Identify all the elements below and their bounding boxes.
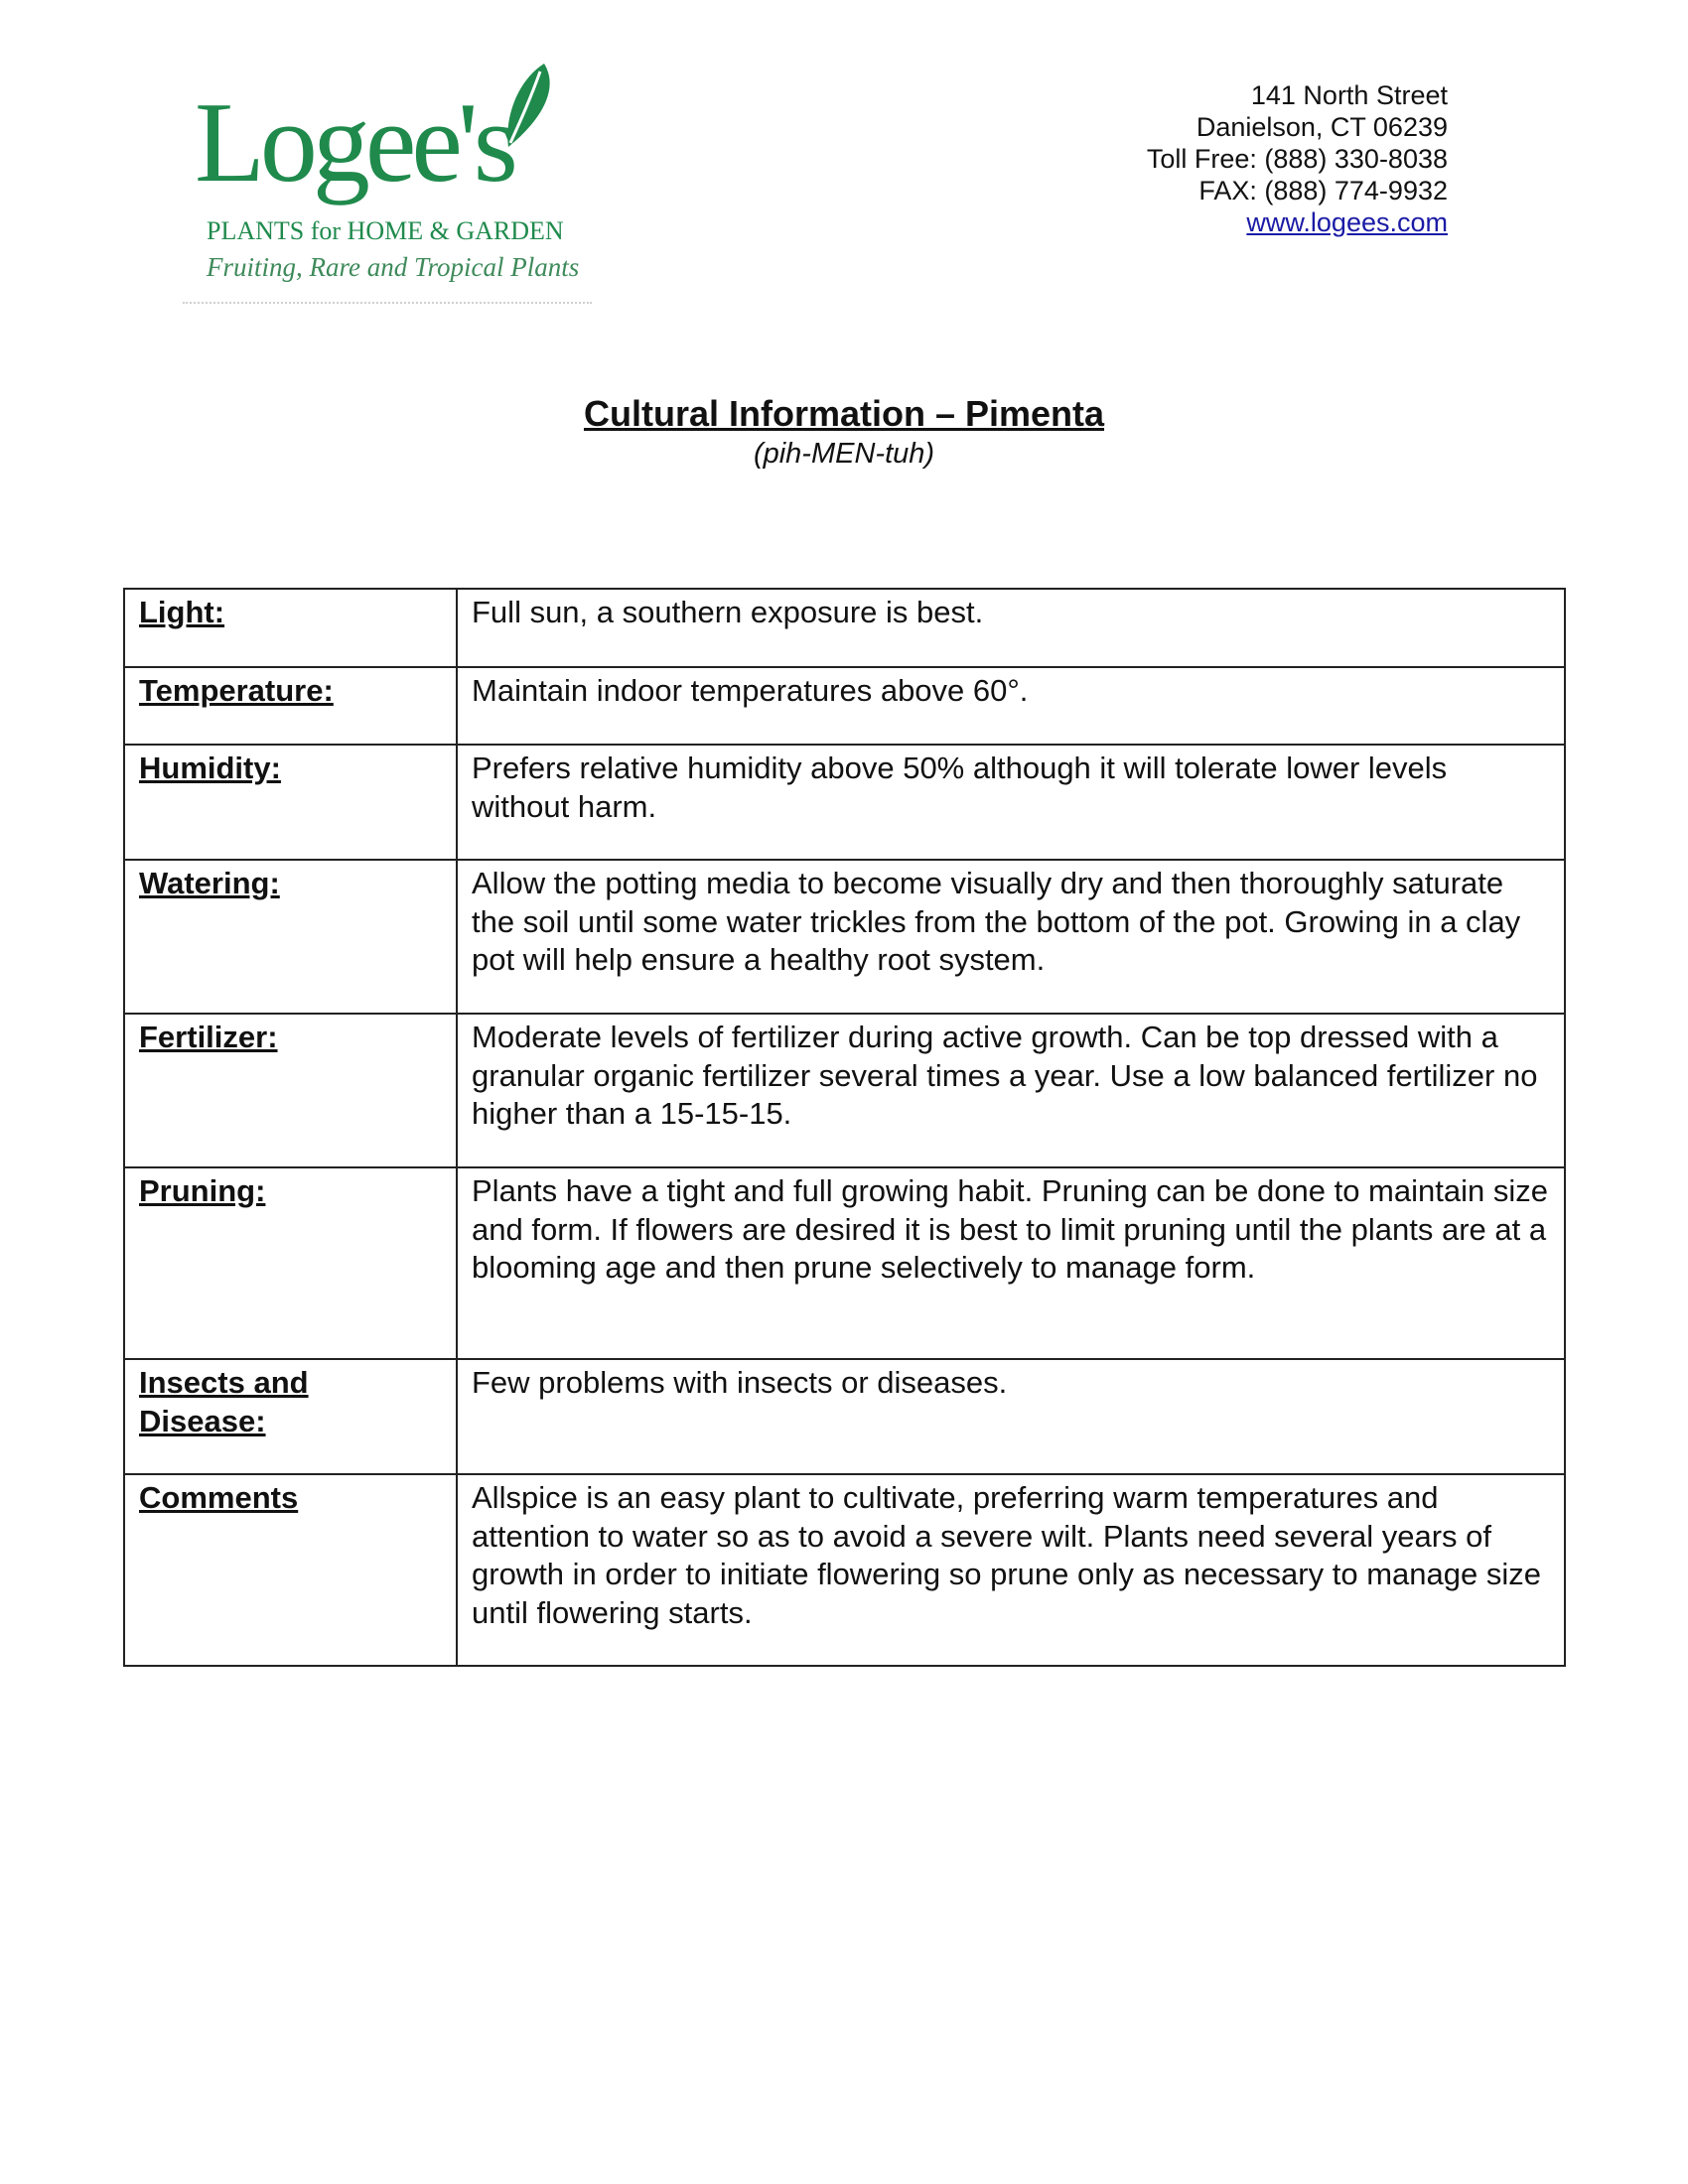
row-value: Allspice is an easy plant to cultivate, preferring warm temperatures and attention to water so as to avoid a severe wilt. Plants need several years of growth in order to initiate flowering so prune only as necessary to manage size until flowering starts. bbox=[457, 1474, 1565, 1666]
table-row-insects bbox=[124, 1359, 1565, 1474]
table-row-humidity bbox=[124, 745, 1565, 860]
table-row-watering bbox=[124, 860, 1565, 1014]
pronunciation: (pih-MEN-tuh) bbox=[753, 438, 935, 470]
address-city: Danielson, CT 06239 bbox=[1196, 112, 1448, 142]
row-label: Pruning: bbox=[124, 1167, 457, 1359]
row-label: Fertilizer: bbox=[124, 1014, 457, 1167]
row-value: Maintain indoor temperatures above 60°. bbox=[457, 667, 1565, 745]
row-value: Prefers relative humidity above 50% although it will tolerate lower levels without harm. bbox=[457, 745, 1565, 860]
website-link[interactable]: www.logees.com bbox=[1246, 207, 1448, 237]
row-value: Full sun, a southern exposure is best. bbox=[457, 589, 1565, 667]
address-toll-free: Toll Free: (888) 330-8038 bbox=[1146, 144, 1448, 174]
row-label: Comments bbox=[124, 1474, 457, 1666]
company-address bbox=[1147, 79, 1448, 238]
table-row-temperature bbox=[124, 667, 1565, 745]
table-row-comments bbox=[124, 1474, 1565, 1666]
title-block bbox=[0, 392, 1688, 472]
logo-tagline: PLANTS for HOME & GARDEN bbox=[207, 216, 564, 245]
page-title: Cultural Information – Pimenta bbox=[583, 393, 1105, 434]
address-street: 141 North Street bbox=[1250, 80, 1448, 110]
table-row-light bbox=[124, 589, 1565, 667]
logo-wordmark: Logee's bbox=[195, 79, 513, 206]
row-value: Few problems with insects or diseases. bbox=[457, 1359, 1565, 1474]
row-label: Temperature: bbox=[124, 667, 457, 745]
row-label: Humidity: bbox=[124, 745, 457, 860]
care-table bbox=[123, 588, 1566, 1667]
table-row-fertilizer bbox=[124, 1014, 1565, 1167]
logo-subtagline: Fruiting, Rare and Tropical Plants bbox=[207, 252, 580, 282]
address-fax: FAX: (888) 774-9932 bbox=[1198, 176, 1448, 205]
row-label: Insects and Disease: bbox=[124, 1359, 457, 1474]
row-value: Moderate levels of fertilizer during active growth. Can be top dressed with a granular organic fertilizer several times a year. Use a low balanced fertilizer no higher than a 15-15-15. bbox=[457, 1014, 1565, 1167]
table-row-pruning bbox=[124, 1167, 1565, 1359]
company-logo bbox=[195, 60, 602, 308]
row-label: Watering: bbox=[124, 860, 457, 1014]
row-label: Light: bbox=[124, 589, 457, 667]
row-value: Allow the potting media to become visually dry and then thoroughly saturate the soil until some water trickles from the bottom of the pot. Growing in a clay pot will help ensure a healthy root system. bbox=[457, 860, 1565, 1014]
logo-divider bbox=[183, 302, 592, 304]
row-value: Plants have a tight and full growing habit. Pruning can be done to maintain size and form. If flowers are desired it is best to limit pruning until the plants are at a blooming age and then prune selectively to manage form. bbox=[457, 1167, 1565, 1359]
